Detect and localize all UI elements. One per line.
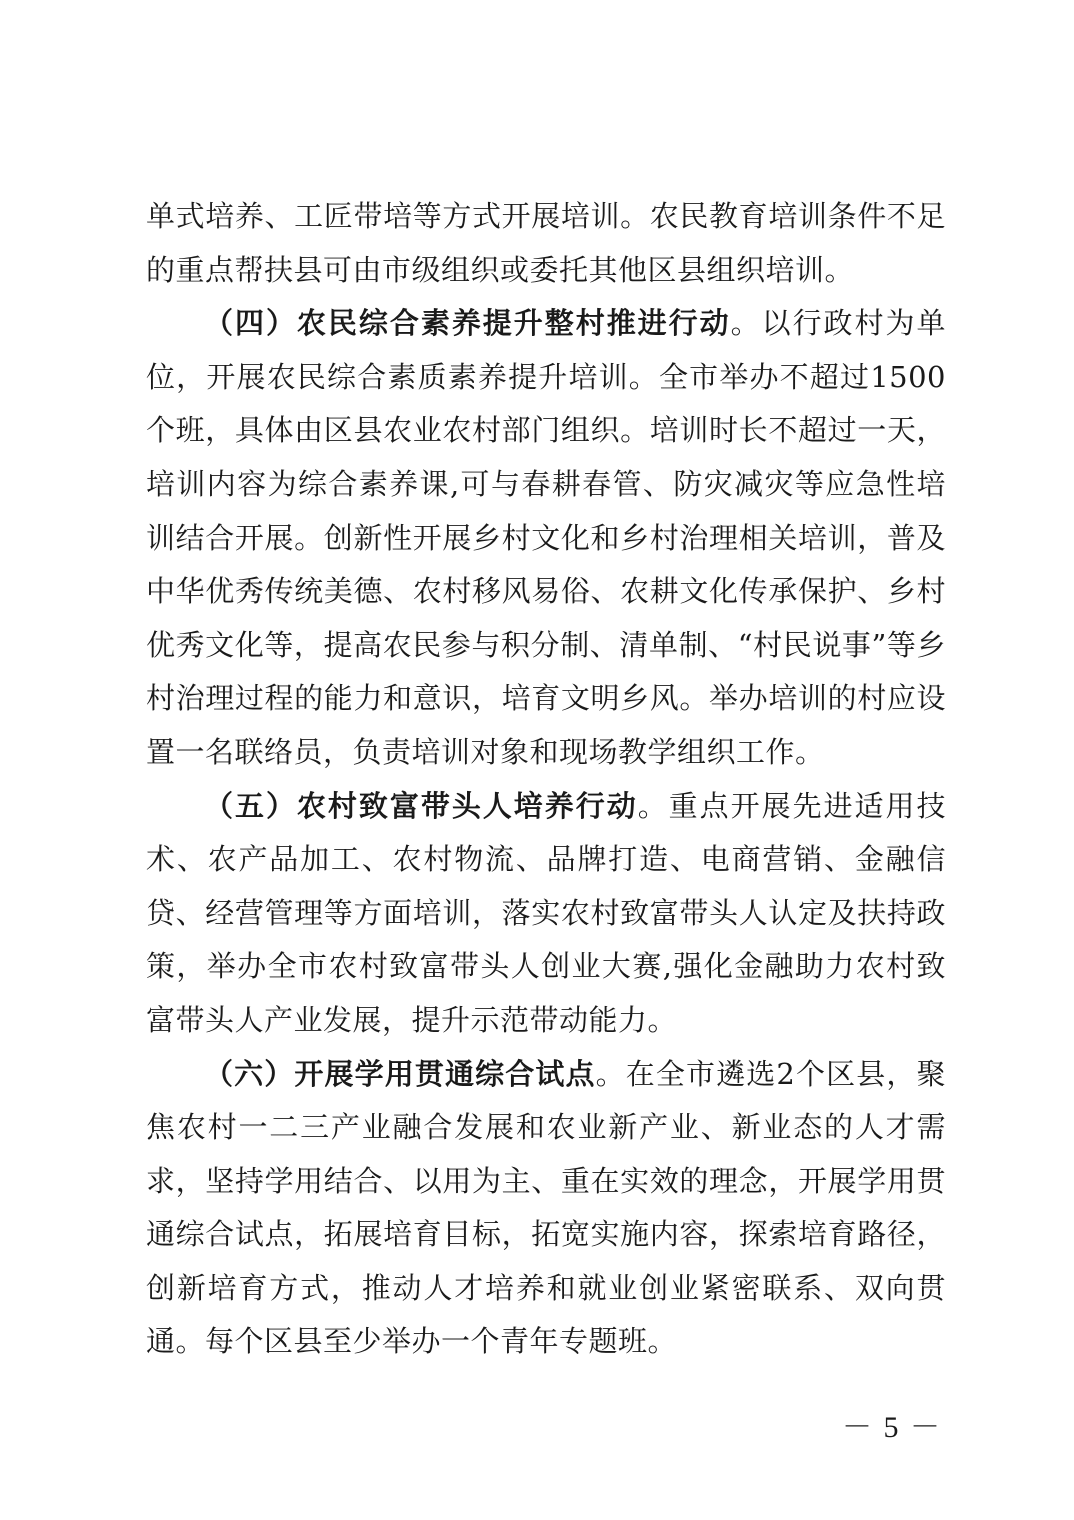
paragraph-text: 单式培养、工匠带培等方式开展培训。农民教育培训条件不足的重点帮扶县可由市级组织或委托其他区县组织培训。 bbox=[146, 199, 946, 287]
section-heading: （六）开展学用贯通综合试点 bbox=[204, 1056, 596, 1091]
section-heading: （五）农村致富带头人培养行动 bbox=[204, 788, 638, 823]
body-text bbox=[146, 190, 946, 1369]
paragraph-text: 。重点开展先进适用技术、农产品加工、农村物流、品牌打造、电商营销、金融信贷、经营管理等方面培训，落实农村致富带头人认定及扶持政策，举办全市农村致富带头人创业大赛,强化金融助力农村致富带头人产业发展，提升示范带动能力。 bbox=[146, 788, 946, 1037]
paragraph-section-5 bbox=[146, 780, 946, 1048]
paragraph-section-6 bbox=[146, 1048, 946, 1370]
paragraph-text: 。以行政村为单位，开展农民综合素质素养提升培训。全市举办不超过1500个班，具体由区县农业农村部门组织。培训时长不超过一天，培训内容为综合素养课,可与春耕春管、防灾减灾等应急性培训结合开展。创新性开展乡村文化和乡村治理相关培训，普及中华优秀传统美德、农村移风易俗、农耕文化传承保护、乡村优秀文化等，提高农民参与积分制、清单制、“村民说事”等乡村治理过程的能力和意识，培育文明乡风。举办培训的村应设置一名联络员，负责培训对象和现场教学组织工作。 bbox=[146, 306, 946, 769]
paragraph-text: 。在全市遴选2个区县，聚焦农村一二三产业融合发展和农业新产业、新业态的人才需求，坚持学用结合、以用为主、重在实效的理念，开展学用贯通综合试点，拓展培育目标，拓宽实施内容，探索培育路径，创新培育方式，推动人才培养和就业创业紧密联系、双向贯通。每个区县至少举办一个青年专题班。 bbox=[146, 1056, 946, 1359]
section-heading: （四）农民综合素养提升整村推进行动 bbox=[204, 306, 731, 341]
paragraph-continuation bbox=[146, 190, 946, 297]
page-number: － 5 － bbox=[842, 1411, 942, 1444]
paragraph-section-4 bbox=[146, 297, 946, 779]
